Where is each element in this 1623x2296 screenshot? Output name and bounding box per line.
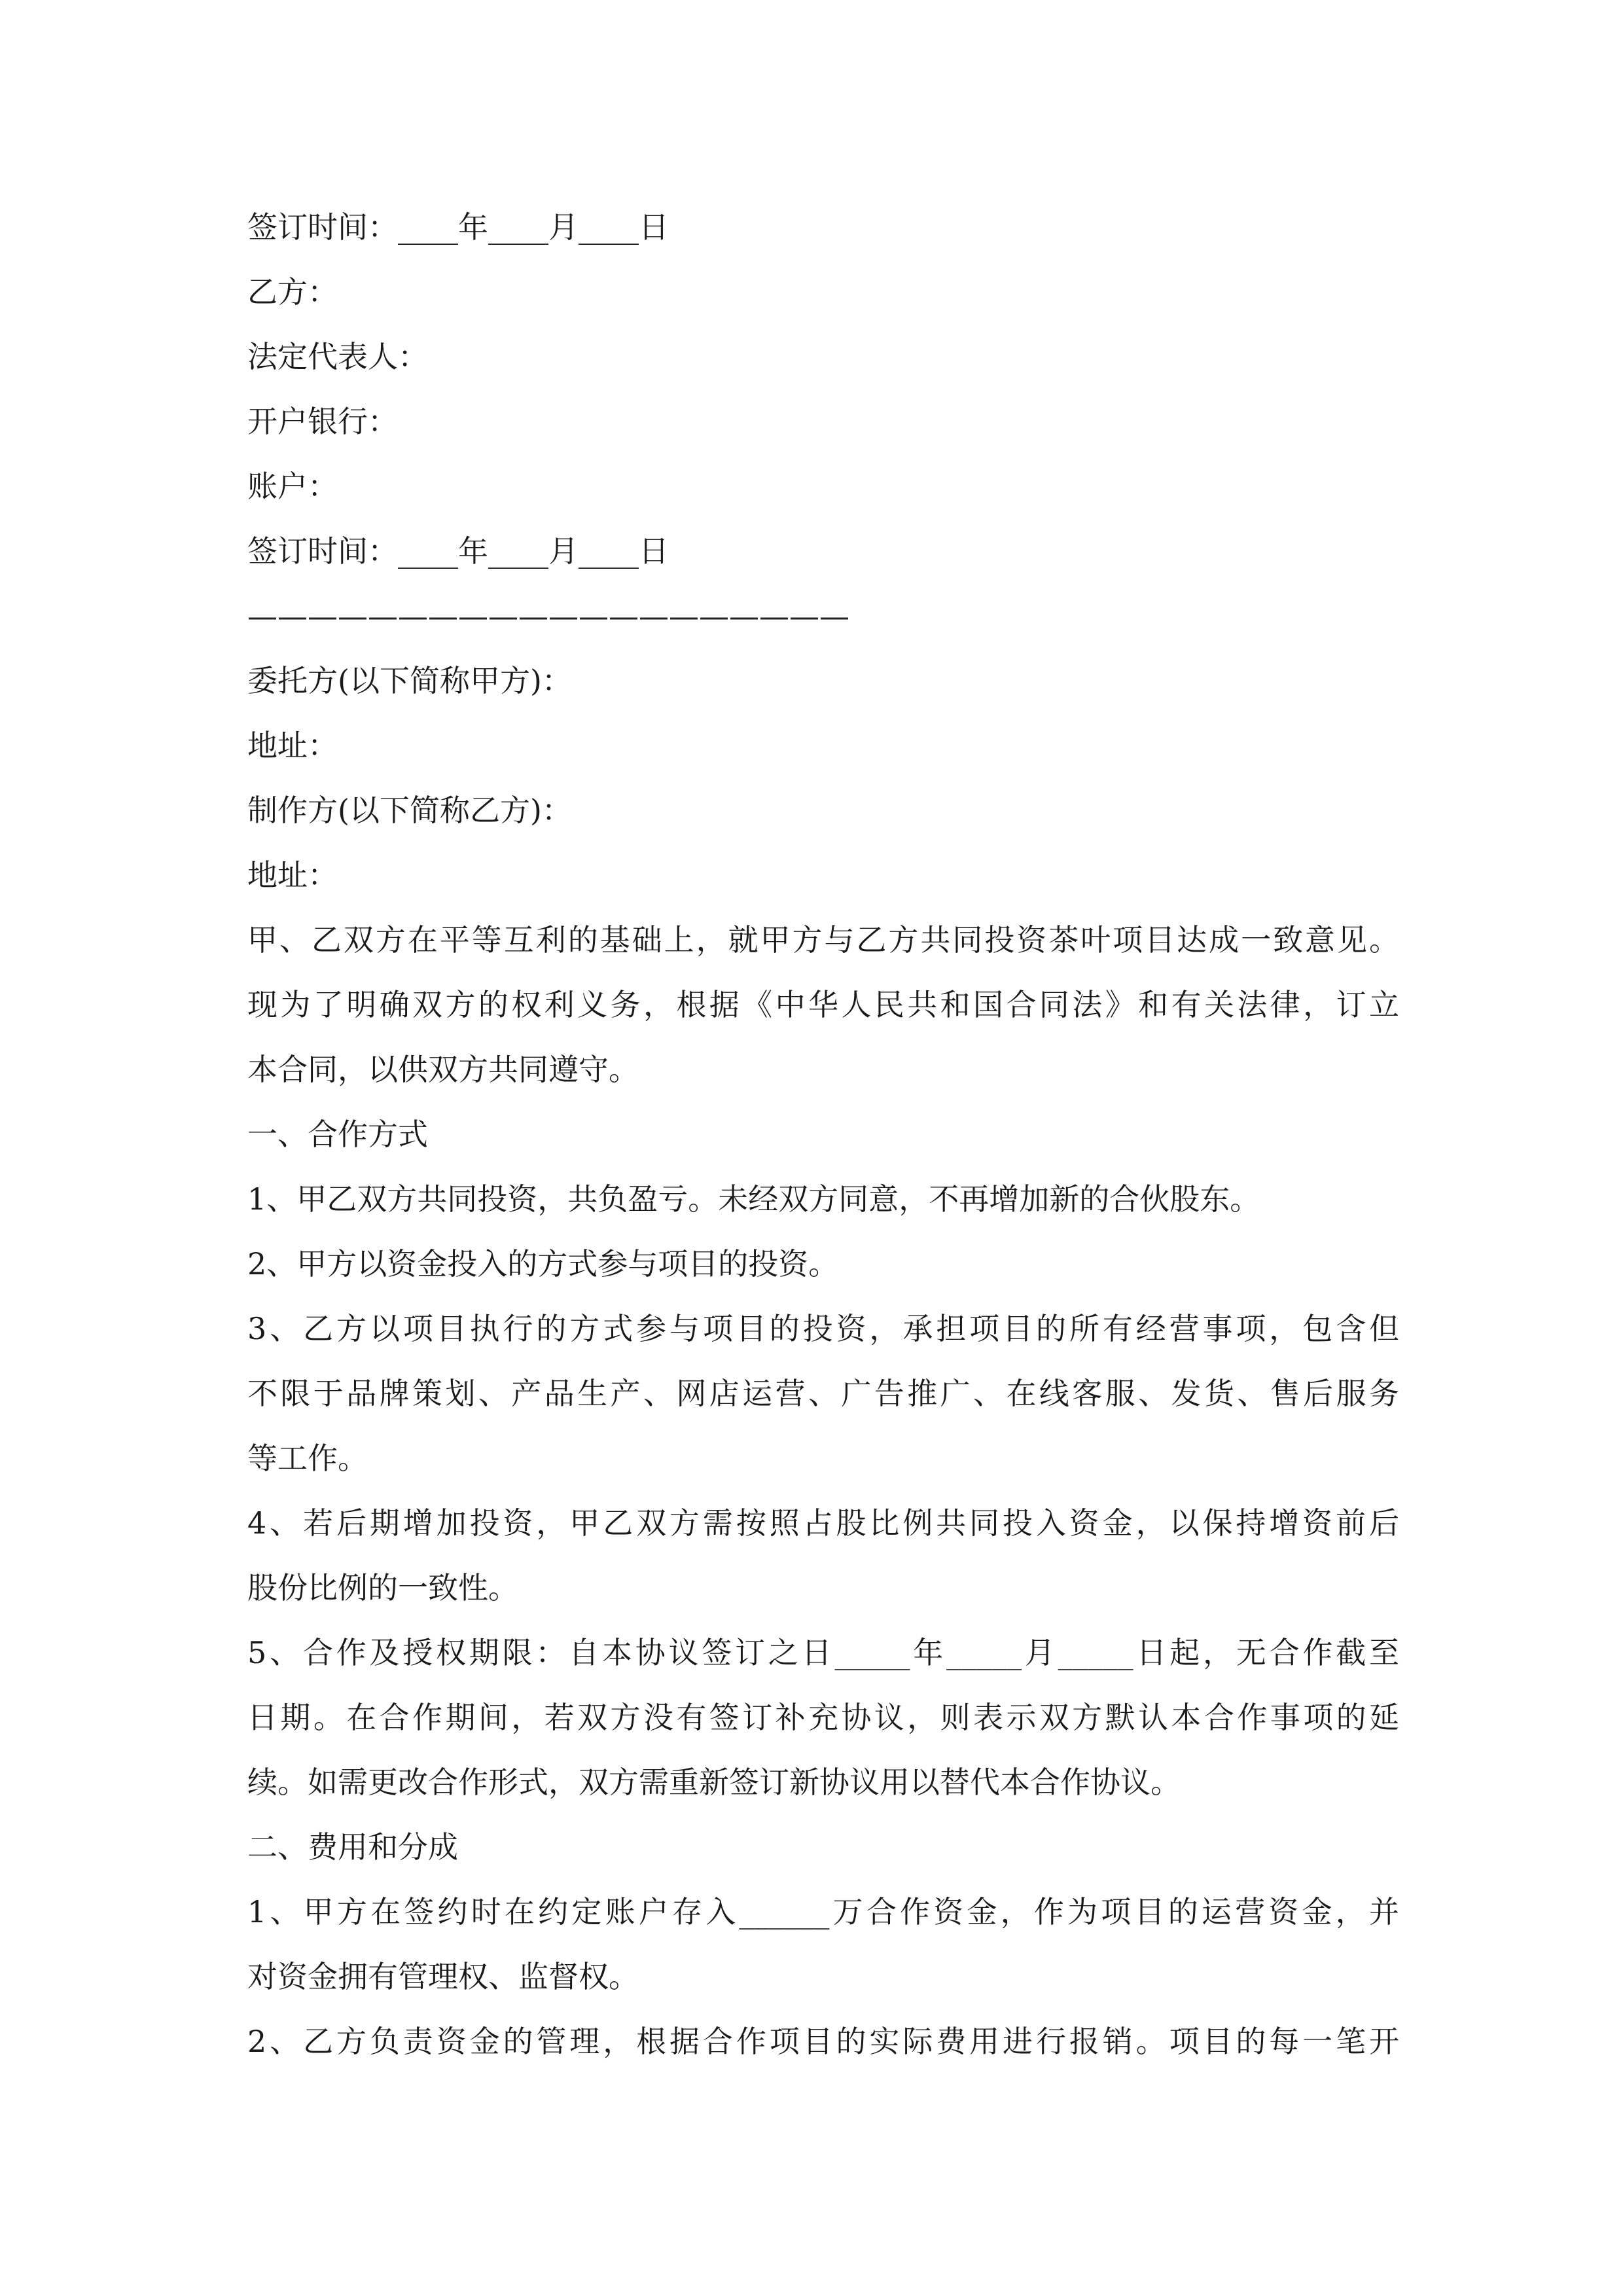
bank-label: 开户银行： bbox=[247, 404, 398, 439]
preamble-line-1: 甲、乙双方在平等互利的基础上，就甲方与乙方共同投资茶叶项目达成一致意见。 bbox=[247, 922, 1399, 958]
producer-address-label: 地址： bbox=[247, 857, 338, 893]
signing-date-line-2: 签订时间：____年____月____日 bbox=[247, 533, 669, 569]
section-heading-fees: 二、费用和分成 bbox=[247, 1829, 458, 1865]
document-body bbox=[247, 195, 1399, 2074]
preamble-line-2: 现为了明确双方的权利义务，根据《中华人民共和国合同法》和有关法律，订立 bbox=[247, 987, 1399, 1022]
party-b-label: 乙方： bbox=[247, 274, 338, 310]
preamble-line-3: 本合同，以供双方共同遵守。 bbox=[247, 1052, 639, 1087]
clause-2-2-line-1: 2、乙方负责资金的管理，根据合作项目的实际费用进行报销。项目的每一笔开 bbox=[247, 2024, 1399, 2059]
clause-1-3-line-3: 等工作。 bbox=[247, 1441, 368, 1476]
client-address-label: 地址： bbox=[247, 728, 338, 763]
clause-1-1: 1、甲乙双方共同投资，共负盈亏。未经双方同意，不再增加新的合伙股东。 bbox=[247, 1181, 1260, 1217]
clause-1-2: 2、甲方以资金投入的方式参与项目的投资。 bbox=[247, 1246, 839, 1282]
account-label: 账户： bbox=[247, 469, 338, 504]
clause-1-4-line-2: 股份比例的一致性。 bbox=[247, 1570, 518, 1605]
clause-2-1-line-2: 对资金拥有管理权、监督权。 bbox=[247, 1959, 639, 1994]
signing-date-line: 签订时间：____年____月____日 bbox=[247, 209, 669, 245]
clause-1-3-line-2: 不限于品牌策划、产品生产、网店运营、广告推广、在线客服、发货、售后服务 bbox=[247, 1376, 1399, 1411]
producer-party-label: 制作方(以下简称乙方)： bbox=[247, 793, 572, 828]
section-heading-cooperation: 一、合作方式 bbox=[247, 1117, 428, 1152]
section-divider: ———————————————————— bbox=[247, 598, 849, 634]
clause-1-5-line-1: 5、合作及授权期限：自本协议签订之日_____年_____月_____日起，无合作截至 bbox=[247, 1635, 1399, 1670]
clause-1-4-line-1: 4、若后期增加投资，甲乙双方需按照占股比例共同投入资金，以保持增资前后 bbox=[247, 1505, 1399, 1541]
clause-1-3-line-1: 3、乙方以项目执行的方式参与项目的投资，承担项目的所有经营事项，包含但 bbox=[247, 1311, 1399, 1346]
clause-1-5-line-2: 日期。在合作期间，若双方没有签订补充协议，则表示双方默认本合作事项的延 bbox=[247, 1700, 1399, 1735]
client-party-label: 委托方(以下简称甲方)： bbox=[247, 663, 572, 698]
clause-1-5-line-3: 续。如需更改合作形式，双方需重新签订新协议用以替代本合作协议。 bbox=[247, 1765, 1181, 1800]
legal-representative-label: 法定代表人： bbox=[247, 339, 428, 374]
clause-2-1-line-1: 1、甲方在签约时在约定账户存入______万合作资金，作为项目的运营资金，并 bbox=[247, 1894, 1399, 1929]
